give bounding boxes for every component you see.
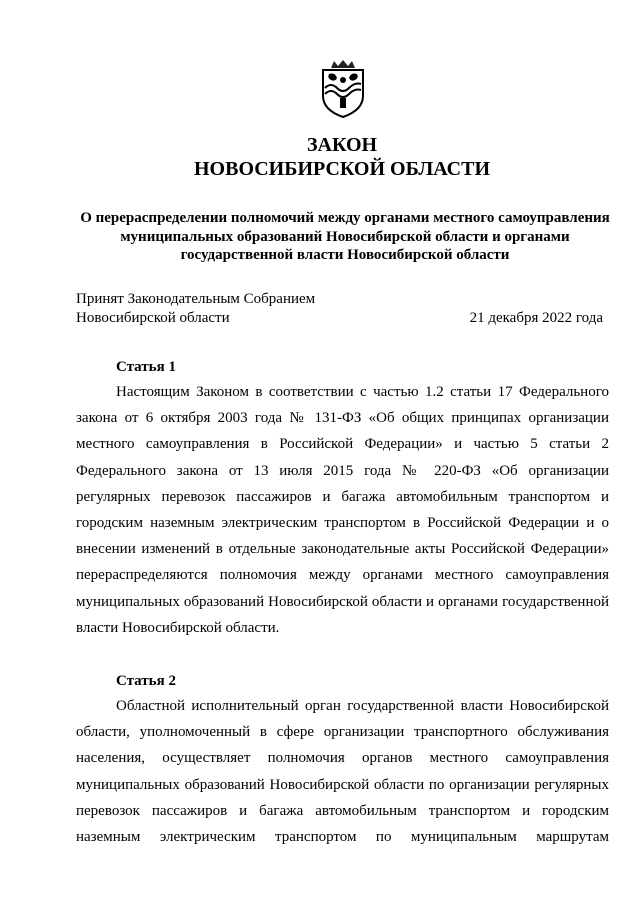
- law-subject: О перераспределении полномочий между органами местного самоуправления муниципальных образований Новосибирской области и органами государственной власти Новосибирской области: [80, 210, 610, 263]
- region-title: НОВОСИБИРСКОЙ ОБЛАСТИ: [193, 158, 491, 180]
- article-1-heading: Статья 1: [116, 359, 176, 375]
- article-2-text: Областной исполнительный орган государственной власти Новосибирской области, уполномоченный в сфере организации транспортного обслуживания населения, осуществляет полномочия органов местного самоуправления муниципальных образований Новосибирской области по организации регулярных перевозок пассажиров и багажа автомобильным транспортом и городским наземным электрическим транспортом по муниципальным маршрутам: [76, 698, 609, 846]
- adoption-line-1: Принят Законодательным Собранием: [76, 291, 316, 307]
- coat-of-arms-icon: [317, 58, 369, 120]
- article-2-heading: Статья 2: [116, 673, 176, 689]
- adoption-date: 21 декабря 2022 года: [469, 310, 603, 326]
- adoption-line-2: Новосибирской области: [76, 310, 230, 326]
- law-title: ЗАКОН: [306, 134, 378, 156]
- adoption-info: [76, 290, 315, 328]
- article-1-text: Настоящим Законом в соответствии с частью 1.2 статьи 17 Федерального закона от 6 октября 2003 года № 131-ФЗ «Об общих принципах организации местного самоуправления в Российской Федерации» и частью 5 статьи 2 Федерального закона от 13 июля 2015 года № 220-ФЗ «Об организации регулярных перевозок пассажиров и багажа автомобильным транспортом и городским наземным электрическим транспортом в Российской Федерации и о внесении изменений в отдельные законодательные акты Российской Федерации» перераспределяются полномочия между органами местного самоуправления муниципальных образований Новосибирской области и органами государственной власти Новосибирской области.: [76, 384, 609, 636]
